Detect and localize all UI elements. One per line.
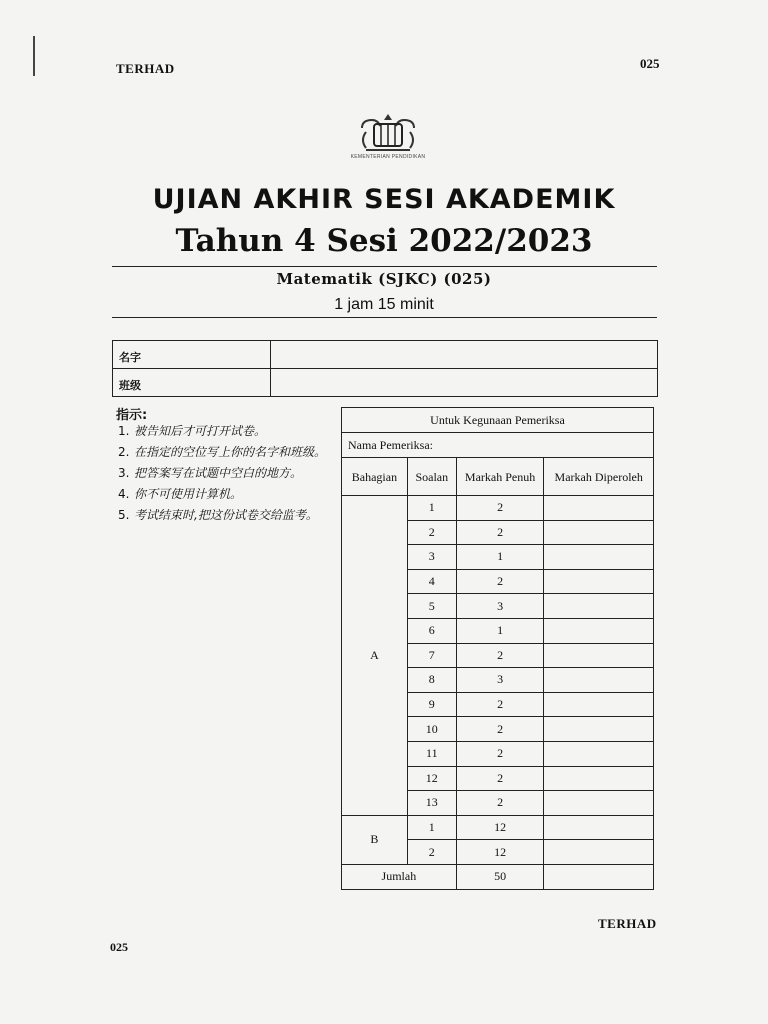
obtained-mark-cell: [544, 545, 654, 570]
obtained-mark-cell: [544, 618, 654, 643]
question-number: 1: [407, 496, 456, 521]
question-number: 2: [407, 520, 456, 545]
question-number: 1: [407, 815, 456, 840]
full-mark: 3: [456, 594, 544, 619]
full-mark: 2: [456, 692, 544, 717]
question-number: 3: [407, 545, 456, 570]
instruction-item: [118, 424, 330, 439]
full-mark: 2: [456, 717, 544, 742]
col-obtained-marks: Markah Diperoleh: [544, 458, 654, 496]
full-mark: 1: [456, 545, 544, 570]
name-row: [113, 341, 657, 368]
instruction-number: 5.: [118, 508, 130, 522]
full-mark: 3: [456, 668, 544, 693]
question-number: 2: [407, 840, 456, 865]
full-mark: 2: [456, 520, 544, 545]
question-number: 4: [407, 569, 456, 594]
instruction-number: 1.: [118, 424, 130, 438]
question-number: 9: [407, 692, 456, 717]
obtained-mark-cell: [544, 815, 654, 840]
footer-classification: TERHAD: [598, 916, 657, 931]
instruction-text: 把答案写在试题中空白的地方。: [134, 466, 303, 480]
full-mark: 2: [456, 569, 544, 594]
total-full-marks: 50: [456, 864, 544, 889]
instruction-text: 你不可使用计算机。: [134, 487, 243, 501]
obtained-mark-cell: [544, 741, 654, 766]
instructions-title: 指示:: [116, 408, 148, 423]
class-row: [113, 368, 657, 396]
section-b-label: B: [342, 815, 408, 864]
instruction-text: 考试结束时,把这份试卷交给监考。: [134, 508, 318, 522]
name-label: 名字: [113, 341, 271, 368]
header-classification: TERHAD: [116, 61, 175, 76]
instruction-number: 3.: [118, 466, 130, 480]
divider-top: [112, 266, 657, 267]
full-mark: 2: [456, 496, 544, 521]
divider-bottom: [112, 317, 657, 318]
instruction-text: 被告知后才可打开试卷。: [134, 424, 267, 438]
question-number: 10: [407, 717, 456, 742]
question-number: 12: [407, 766, 456, 791]
header-paper-code: 025: [640, 56, 660, 71]
instruction-item: [118, 445, 330, 460]
full-mark: 2: [456, 643, 544, 668]
full-mark: 2: [456, 766, 544, 791]
col-section: Bahagian: [342, 458, 408, 496]
candidate-identity-box: [112, 340, 658, 397]
subject-title: Matematik (SJKC) (025): [276, 270, 492, 288]
class-label: 班级: [113, 369, 271, 396]
question-number: 13: [407, 791, 456, 816]
class-field[interactable]: [271, 369, 657, 396]
question-number: 8: [407, 668, 456, 693]
instruction-item: [118, 487, 330, 502]
marks-table-title: Untuk Kegunaan Pemeriksa: [342, 408, 654, 433]
name-field[interactable]: [271, 341, 657, 368]
obtained-mark-cell: [544, 594, 654, 619]
total-obtained-cell: [544, 864, 654, 889]
obtained-mark-cell: [544, 717, 654, 742]
full-mark: 12: [456, 815, 544, 840]
full-mark: 1: [456, 618, 544, 643]
question-number: 6: [407, 618, 456, 643]
col-full-marks: Markah Penuh: [456, 458, 544, 496]
logo-caption: KEMENTERIAN PENDIDIKAN: [350, 154, 426, 160]
obtained-mark-cell: [544, 569, 654, 594]
col-question: Soalan: [407, 458, 456, 496]
obtained-mark-cell: [544, 840, 654, 865]
total-label: Jumlah: [342, 864, 457, 889]
obtained-mark-cell: [544, 496, 654, 521]
exam-title: UJIAN AKHIR SESI AKADEMIK: [152, 184, 616, 215]
obtained-mark-cell: [544, 643, 654, 668]
instruction-text: 在指定的空位写上你的名字和班级。: [134, 445, 327, 459]
section-a-label: A: [342, 496, 408, 816]
instructions-list: [118, 424, 330, 529]
examiner-marks-table: [341, 407, 654, 890]
question-number: 11: [407, 741, 456, 766]
exam-year-session: Tahun 4 Sesi 2022/2023: [175, 223, 593, 259]
obtained-mark-cell: [544, 668, 654, 693]
scan-margin-mark: [33, 36, 35, 76]
footer-paper-code: 025: [110, 940, 128, 954]
obtained-mark-cell: [544, 766, 654, 791]
full-mark: 2: [456, 791, 544, 816]
question-number: 7: [407, 643, 456, 668]
instruction-item: [118, 466, 330, 481]
examiner-name-label: Nama Pemeriksa:: [342, 433, 654, 458]
instruction-number: 2.: [118, 445, 130, 459]
exam-duration: 1 jam 15 minit: [334, 296, 434, 313]
obtained-mark-cell: [544, 791, 654, 816]
instruction-number: 4.: [118, 487, 130, 501]
full-mark: 12: [456, 840, 544, 865]
full-mark: 2: [456, 741, 544, 766]
obtained-mark-cell: [544, 692, 654, 717]
question-number: 5: [407, 594, 456, 619]
obtained-mark-cell: [544, 520, 654, 545]
instruction-item: [118, 508, 330, 523]
